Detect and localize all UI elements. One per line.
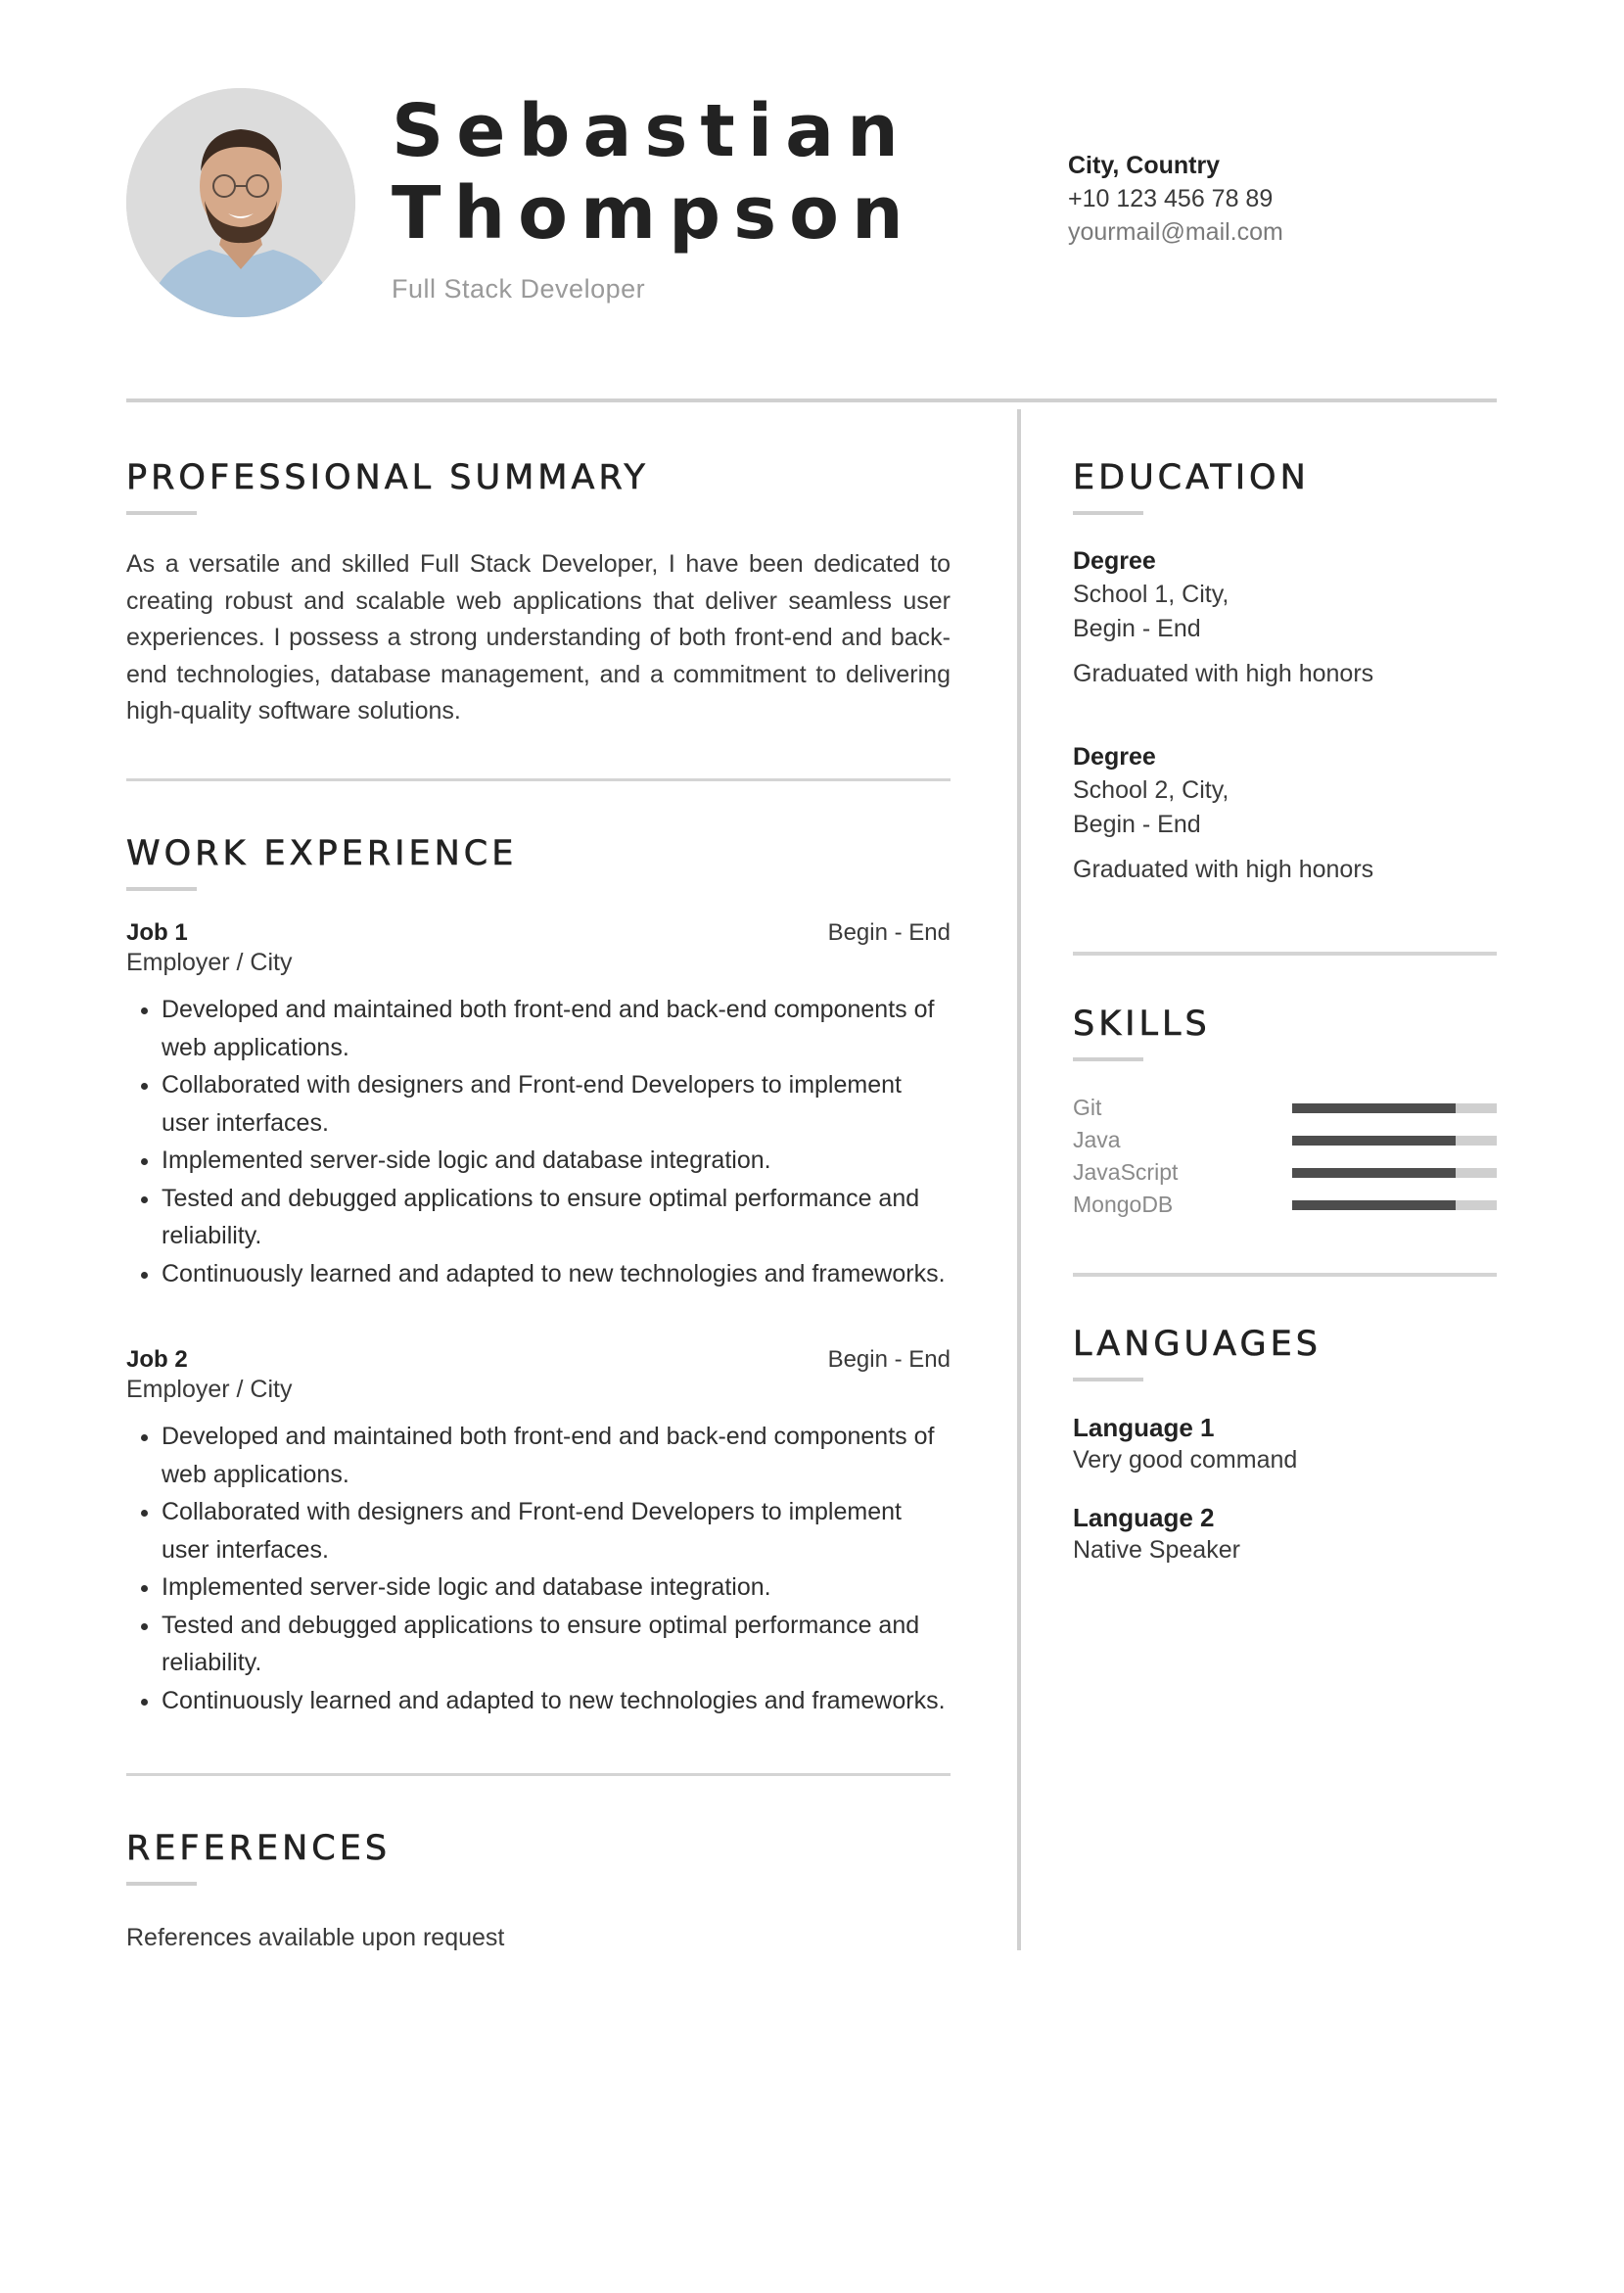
section-divider [126, 778, 951, 781]
portrait-image [126, 88, 355, 317]
duty-item: • Collaborated with designers and Front-end Developers to implement user interfaces. [162, 1493, 951, 1568]
language-name: Language 2 [1073, 1503, 1215, 1532]
duty-item: • Implemented server-side logic and database integration. [162, 1568, 951, 1607]
title-accent [126, 511, 197, 515]
education-entry [1073, 544, 1497, 691]
title-accent [126, 1882, 197, 1886]
skills-section [1073, 1003, 1497, 1222]
summary-title: PROFESSIONAL SUMMARY [126, 458, 649, 497]
job-dates: Begin - End [827, 919, 951, 946]
email: yourmail@mail.com [1068, 218, 1283, 246]
skill-bar [1292, 1103, 1497, 1113]
profile-photo [126, 88, 355, 317]
header-divider [126, 398, 1497, 402]
job-name: Job 1 [126, 919, 188, 946]
job-entry [126, 918, 951, 1292]
skill-name: Java [1073, 1127, 1121, 1152]
education-dates: Begin - End [1073, 615, 1201, 642]
skills-title: SKILLS [1073, 1005, 1211, 1044]
language-level: Very good command [1073, 1446, 1298, 1474]
education-dates: Begin - End [1073, 811, 1201, 838]
skill-row [1073, 1190, 1497, 1222]
duty-item: • Developed and maintained both front-end and back-end components of web applications. [162, 991, 951, 1066]
language-name: Language 1 [1073, 1413, 1215, 1442]
education-note: Graduated with high honors [1073, 660, 1374, 687]
job-duties [126, 1418, 951, 1719]
duty-item: • Tested and debugged applications to ensure optimal performance and reliability. [162, 1607, 951, 1682]
job-employer: Employer / City [126, 1376, 293, 1403]
title-accent [126, 887, 197, 891]
duty-item: • Developed and maintained both front-end and back-end components of web applications. [162, 1418, 951, 1493]
summary-section [126, 456, 951, 730]
skill-bar-fill [1292, 1136, 1456, 1146]
language-entry [1073, 1501, 1497, 1566]
contact-info [1068, 149, 1283, 249]
job-entry [126, 1345, 951, 1719]
skill-row [1073, 1125, 1497, 1157]
language-entry [1073, 1411, 1497, 1475]
summary-text: As a versatile and skilled Full Stack Developer, I have been dedicated to creating robust and scalable web applications that deliver seamless user experiences. I possess a strong understanding of both front-end and back-end technologies, database management, and a commitment to delivering high-quality software solutions. [126, 550, 951, 725]
column-divider [1017, 409, 1021, 1950]
references-title: REFERENCES [126, 1829, 392, 1868]
skill-bar-fill [1292, 1103, 1456, 1113]
education-section [1073, 456, 1497, 887]
skill-bar-fill [1292, 1168, 1456, 1178]
skill-bar [1292, 1200, 1497, 1210]
skill-name: MongoDB [1073, 1192, 1174, 1217]
first-name: Sebastian [392, 89, 911, 173]
section-divider [1073, 1273, 1497, 1277]
degree-name: Degree [1073, 547, 1156, 575]
duty-item: • Continuously learned and adapted to new technologies and frameworks. [162, 1255, 951, 1293]
skill-bar-fill [1292, 1200, 1456, 1210]
school-name: School 2, City, [1073, 776, 1230, 804]
duty-item: • Implemented server-side logic and database integration. [162, 1142, 951, 1180]
job-duties [126, 991, 951, 1292]
education-entry [1073, 740, 1497, 887]
references-text: References available upon request [126, 1924, 505, 1951]
experience-title: WORK EXPERIENCE [126, 834, 518, 873]
section-divider [126, 1773, 951, 1776]
skill-bar [1292, 1168, 1497, 1178]
skill-bar [1292, 1136, 1497, 1146]
section-divider [1073, 952, 1497, 956]
references-section [126, 1827, 951, 1954]
candidate-name [392, 90, 916, 255]
education-note: Graduated with high honors [1073, 856, 1374, 883]
job-name: Job 2 [126, 1346, 188, 1373]
phone: +10 123 456 78 89 [1068, 185, 1274, 212]
job-title: Full Stack Developer [392, 274, 646, 304]
title-accent [1073, 1057, 1143, 1061]
language-level: Native Speaker [1073, 1536, 1240, 1564]
skills-list [1073, 1093, 1497, 1222]
last-name: Thompson [392, 171, 916, 256]
school-name: School 1, City, [1073, 581, 1230, 608]
skill-row [1073, 1157, 1497, 1190]
experience-section [126, 832, 951, 1719]
skill-row [1073, 1093, 1497, 1125]
education-title: EDUCATION [1073, 458, 1310, 497]
job-dates: Begin - End [827, 1346, 951, 1373]
title-accent [1073, 1378, 1143, 1381]
duty-item: • Collaborated with designers and Front-end Developers to implement user interfaces. [162, 1066, 951, 1142]
languages-title: LANGUAGES [1073, 1325, 1322, 1364]
job-employer: Employer / City [126, 949, 293, 976]
duty-item: • Continuously learned and adapted to new technologies and frameworks. [162, 1682, 951, 1720]
location: City, Country [1068, 152, 1221, 179]
degree-name: Degree [1073, 743, 1156, 771]
duty-item: • Tested and debugged applications to ensure optimal performance and reliability. [162, 1180, 951, 1255]
title-accent [1073, 511, 1143, 515]
languages-section [1073, 1323, 1497, 1566]
skill-name: JavaScript [1073, 1159, 1179, 1185]
skill-name: Git [1073, 1095, 1102, 1120]
